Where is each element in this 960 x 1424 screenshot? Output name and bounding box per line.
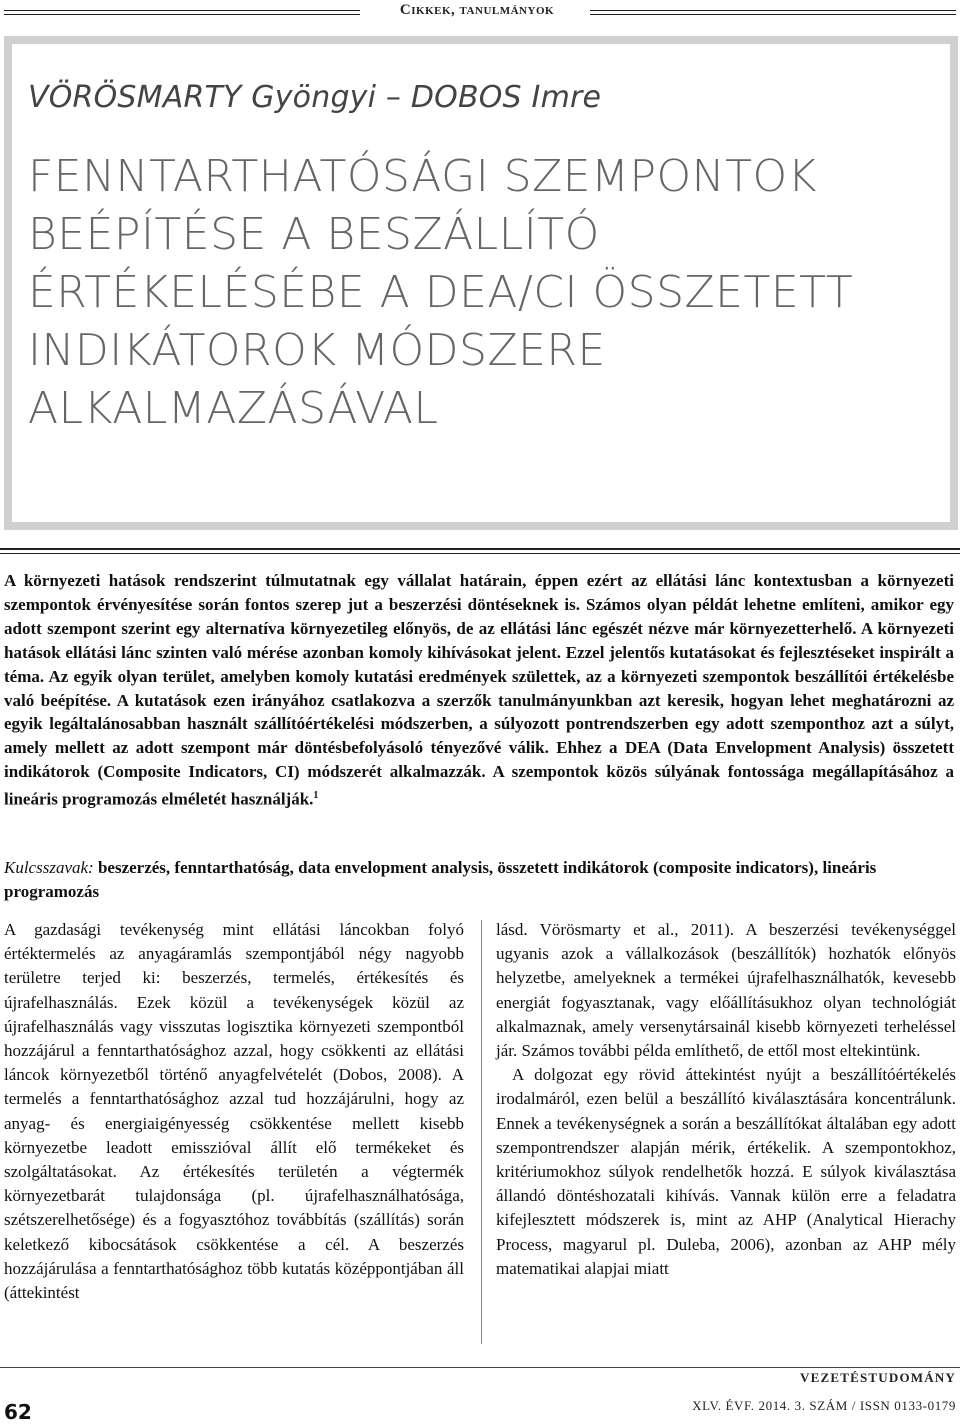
body-column-right: [496, 918, 956, 1281]
keywords-label: Kulcsszavak:: [4, 858, 94, 877]
title-line: ÉRTÉKELÉSÉBE A DEA/CI ÖSSZETETT: [28, 267, 854, 318]
abstract-rule-thin: [0, 553, 960, 554]
title-line: FENNTARTHATÓSÁGI SZEMPONTOK: [28, 151, 817, 202]
footnote-mark: 1: [313, 790, 319, 802]
keywords-list: beszerzés, fenntarthatóság, data envelopment analysis, összetett indikátorok (composite indicators), lineáris programozás: [4, 858, 877, 901]
page-number: 62: [4, 1400, 32, 1424]
section-header: [0, 2, 960, 24]
issue-info: XLV. ÉVF. 2014. 3. SZÁM / ISSN 0133-0179: [692, 1398, 956, 1413]
title-line: ALKALMAZÁSÁVAL: [28, 383, 439, 434]
body-column-left: [4, 918, 464, 1305]
section-label: Cikkek, tanulmányok: [399, 2, 555, 18]
abstract: [4, 569, 954, 812]
keywords: [4, 856, 954, 904]
abstract-rule-thick: [0, 548, 960, 550]
column-divider: [481, 920, 482, 1344]
body-paragraph: lásd. Vörösmarty et al., 2011). A beszerzési tevékenységgel ugyanis azok a vállalkozások (beszállítók) hozhatók előnyös helyzetbe, amelyeknek a termékei újrafelhasználhatók, kevesebb energiát fogyasztanak, vagy előállításukhoz olyan technológiát alkalmaznak, amely versenytársainál kisebb környezeti terheléssel jár. Számos további példa említhető, de ettől most eltekintünk.: [496, 920, 956, 1061]
body-paragraph: A gazdasági tevékenység mint ellátási láncokban folyó értéktermelés az anyagáramlás szempontjából négy nagyobb területre terjed ki: beszerzés, termelés, értékesítés és újrafelhasználás. Ezek közül a tevékenységek közül az újrafelhasználás vagy visszutas logisztika környezeti szempontból hozzájárul a fenntarthatósághoz azzal, hogy csökkenti az ellátási láncok környezetből történő anyagfelvételét (Dobos, 2008). A termelés a fenntarthatósághoz azzal tud hozzájárulni, hogy az anyag- és energiaigényesség csökkentése mellett kisebb környezetbe leadott emisszióval állít elő termékeket és szolgáltatásokat. Az értékesítés területén a végtermék környezetbarát tulajdonsága (pl. újrafelhasználhatósága, szétszerelhetősége) és a fogyasztóhoz továbbítás (szállítás) során keletkező kibocsátások csökkentése a cél. A beszerzés hozzájárulása a fenntarthatósághoz több kutatás középpontjában áll (áttekintést: [4, 920, 464, 1303]
title-line: INDIKÁTOROK MÓDSZERE: [28, 325, 606, 376]
body-paragraph: A dolgozat egy rövid áttekintést nyújt a beszállítóértékelés irodalmáról, ezen belül a beszállító kiválasztására koncentrálunk. Ennek a tevékenységnek a során a beszállítókat általában egy adott szempontrendszer alapján mérik, értékelik. A szempontokhoz, kritériumokhoz súlyok rendelhetők hozzá. E súlyok kiválasztása állandó döntéshozatali kihívás. Vannak külön erre a feladatra kifejlesztett módszerek is, mint az AHP (Analytical Hierachy Process, magyarul pl. Duleba, 2006), azonban az AHP mély matematikai alapjai miatt: [496, 1065, 956, 1278]
header-rule-left: [4, 10, 360, 15]
article-authors: VÖRÖSMARTY Gyöngyi – DOBOS Imre: [28, 80, 602, 115]
abstract-text: A környezeti hatások rendszerint túlmutatnak egy vállalat határain, éppen ezért az ellátási lánc kontextusban a környezeti szempontok érvényesítése során fontos szerep jut a beszerzési döntéseknek is. Számos olyan példát lehetne említeni, amikor egy adott szempont szerint egy alternatíva környezetileg előnyös, de az ellátási lánc egészét nézve már környezetterhelő. A környezeti hatások ellátási lánc szinten való mérése azonban komoly kihívásokat jelent. Ezzel jelentős kutatásokat és fejlesztéseket inspirált a téma. Az egyik olyan terület, amelyben komoly kutatási eredmények születtek, az a környezeti szempontok beszállítói értékelésbe való beépítése. A kutatások ezen irányához csatlakozva a szerzők tanulmányunkban azt keresik, hogyan lehet meghatározni az egyik legáltalánosabban használt szállítóértékelési módszerben, a súlyozott pontrendszerben egy adott szemponthoz azt a súlyt, amely mellett az adott szempont már döntésbefolyásoló tényezővé válik. Ehhez a DEA (Data Envelopment Analysis) összetett indikátorok (Composite Indicators, CI) módszerét alkalmazzák. A szempontok közös súlyának fontossága megállapításához a lineáris programozás elméletét használják.: [4, 571, 954, 809]
title-line: BEÉPÍTÉSE A BESZÁLLÍTÓ: [28, 209, 600, 260]
journal-name: vezetéstudomány: [800, 1366, 956, 1386]
header-rule-right: [590, 10, 956, 15]
article-title: [28, 148, 908, 438]
